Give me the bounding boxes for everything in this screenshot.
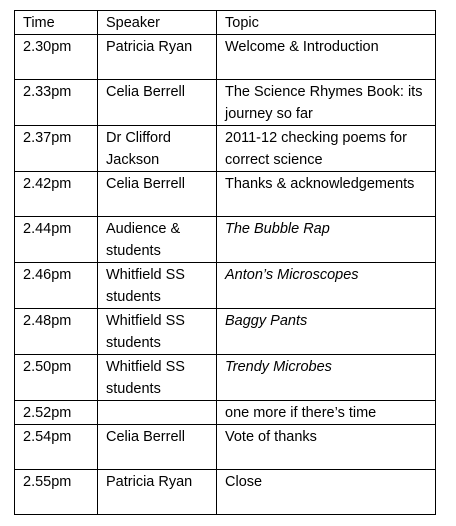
table-row bbox=[15, 470, 436, 515]
speaker-cell: Patricia Ryan bbox=[98, 470, 217, 515]
speaker-cell: Patricia Ryan bbox=[98, 35, 217, 80]
topic-cell: Thanks & acknowledgements bbox=[217, 172, 436, 217]
header-topic: Topic bbox=[217, 11, 436, 35]
header-time: Time bbox=[15, 11, 98, 35]
speaker-cell: Whitfield SS students bbox=[98, 355, 217, 401]
topic-cell: The Science Rhymes Book: its journey so far bbox=[217, 80, 436, 126]
speaker-cell: Dr Clifford Jackson bbox=[98, 126, 217, 172]
table-row bbox=[15, 263, 436, 309]
topic-cell: Close bbox=[217, 470, 436, 515]
topic-cell: one more if there’s time bbox=[217, 401, 436, 425]
topic-cell: Welcome & Introduction bbox=[217, 35, 436, 80]
table-row bbox=[15, 425, 436, 470]
table-row bbox=[15, 35, 436, 80]
time-cell: 2.52pm bbox=[15, 401, 98, 425]
speaker-cell: Celia Berrell bbox=[98, 172, 217, 217]
topic-cell: Vote of thanks bbox=[217, 425, 436, 470]
header-speaker: Speaker bbox=[98, 11, 217, 35]
topic-cell: The Bubble Rap bbox=[217, 217, 436, 263]
time-cell: 2.48pm bbox=[15, 309, 98, 355]
topic-cell: Baggy Pants bbox=[217, 309, 436, 355]
time-cell: 2.55pm bbox=[15, 470, 98, 515]
header-row bbox=[15, 11, 436, 35]
schedule-rows bbox=[15, 35, 436, 515]
schedule-table bbox=[14, 10, 436, 515]
table-row bbox=[15, 355, 436, 401]
time-cell: 2.37pm bbox=[15, 126, 98, 172]
speaker-cell: Audience & students bbox=[98, 217, 217, 263]
topic-cell: Anton’s Microscopes bbox=[217, 263, 436, 309]
speaker-cell bbox=[98, 401, 217, 425]
table-row bbox=[15, 217, 436, 263]
topic-cell: Trendy Microbes bbox=[217, 355, 436, 401]
topic-cell: 2011-12 checking poems for correct science bbox=[217, 126, 436, 172]
table-row bbox=[15, 309, 436, 355]
table-row bbox=[15, 126, 436, 172]
time-cell: 2.44pm bbox=[15, 217, 98, 263]
time-cell: 2.46pm bbox=[15, 263, 98, 309]
time-cell: 2.54pm bbox=[15, 425, 98, 470]
table-row bbox=[15, 401, 436, 425]
table-row bbox=[15, 172, 436, 217]
table-row bbox=[15, 80, 436, 126]
time-cell: 2.42pm bbox=[15, 172, 98, 217]
time-cell: 2.33pm bbox=[15, 80, 98, 126]
speaker-cell: Celia Berrell bbox=[98, 80, 217, 126]
time-cell: 2.30pm bbox=[15, 35, 98, 80]
speaker-cell: Whitfield SS students bbox=[98, 309, 217, 355]
speaker-cell: Whitfield SS students bbox=[98, 263, 217, 309]
speaker-cell: Celia Berrell bbox=[98, 425, 217, 470]
time-cell: 2.50pm bbox=[15, 355, 98, 401]
